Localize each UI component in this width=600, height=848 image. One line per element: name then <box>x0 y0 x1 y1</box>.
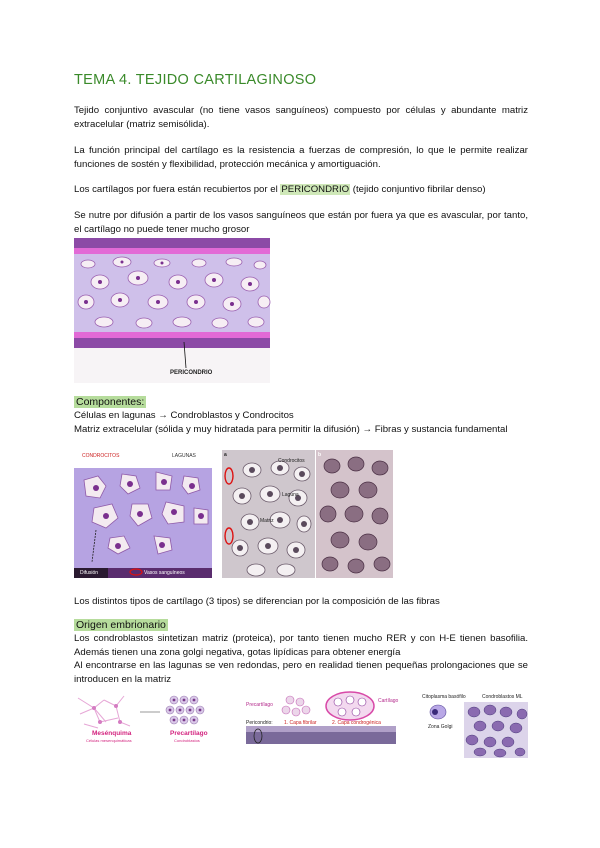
cartilago-label: Cartílago <box>378 698 399 704</box>
citoplasma-label: Citoplasma basófilo <box>422 694 466 700</box>
pericondrio-label: PERICONDRIO <box>170 370 213 376</box>
cartilage-diagram <box>74 238 270 383</box>
precartilago-sub-label: Condroblastos <box>174 738 200 743</box>
mesenquima-label: Mesénquima <box>92 730 132 737</box>
micrograph-hyaline <box>222 450 315 578</box>
micrograph-elastic <box>316 450 393 578</box>
condrocitos-label: CONDROCITOS <box>82 453 120 459</box>
paragraph-types: Los distintos tipos de cartílago (3 tipos) se diferencian por la composición de las fibras <box>74 596 440 607</box>
pericondrio-text-before: Los cartílagos por fuera están recubiertos por el <box>74 184 281 195</box>
section-componentes: Componentes: <box>76 396 145 408</box>
difusion-label: Difusión <box>80 570 99 576</box>
figure-components-micrograph <box>222 450 315 578</box>
lagunas-label: LAGUNAS <box>172 453 196 459</box>
vasos-label: Vasos sanguíneos <box>144 570 185 576</box>
precartilago2-label: Precartílago <box>246 702 273 708</box>
paragraph-definition: Tejido conjuntivo avascular (no tiene vasos sanguíneos) compuesto por células y abundante matriz extracelular (matriz semisólida). <box>74 105 528 130</box>
micrograph-a-label: a <box>224 452 227 458</box>
componentes-line-2: Matriz extracelular (sólida y muy hidratada para permitir la difusión) → Fibras y sustancia fundamental <box>74 424 508 435</box>
micrograph-laguna-label: Laguna <box>282 492 299 498</box>
paragraph-pericondrio <box>74 183 528 197</box>
figure-cartilage-pericondrio <box>74 238 270 383</box>
condroblastos-ml-label: Condroblastos ML <box>482 694 523 700</box>
pericondrio-text-after: (tejido conjuntivo fibrilar denso) <box>350 184 486 195</box>
figure-components-micrograph-b <box>316 450 393 578</box>
micrograph-condrocitos-label: Condrocitos <box>278 458 305 464</box>
figure-components-diagram <box>74 450 212 578</box>
micrograph-b-label: b <box>318 452 322 458</box>
micrograph-matriz-label: Matriz <box>260 518 274 524</box>
page-title: TEMA 4. TEJIDO CARTILAGINOSO <box>74 72 317 88</box>
origen-line-1: Los condroblastos sintetizan matriz (proteica), por tanto tienen mucho RER y con H-E tienen basofilia. Además tienen una zona golgi negativa, gotas lipídicas para obtener energía <box>74 633 528 658</box>
componentes-line-1: Células en lagunas → Condroblastos y Condrocitos <box>74 410 294 421</box>
figure-mesenquima-precartilago <box>74 692 234 744</box>
pericondrio-capas-label: Pericondrio: <box>246 720 273 726</box>
paragraph-nutrition: Se nutre por difusión a partir de los vasos sanguíneos que están por fuera ya que es avascular, por tanto, el cartílago no puede tener mucho grosor <box>74 210 528 235</box>
section-origen: Origen embrionario <box>76 619 166 631</box>
precartilago-label: Precartílago <box>170 730 208 737</box>
paragraph-function: La función principal del cartílago es la resistencia a fuerzas de compresión, lo que le permite realizar funciones de sostén y flexibilidad, protección mecánica y amortiguación. <box>74 145 528 170</box>
pericondrio-highlight: PERICONDRIO <box>281 184 350 195</box>
mesenquima-sub-label: Células mesenquimáticas <box>86 738 132 743</box>
figure-condroblastos <box>422 692 528 758</box>
capa-fibrilar-label: 1. Capa fibrilar <box>284 720 317 726</box>
cartilago-development-diagram <box>246 692 399 744</box>
figure-cartilago-development <box>246 692 399 744</box>
zona-golgi-label: Zona Golgi <box>428 724 453 730</box>
capa-condrogenica-label: 2. Capa condrogénica <box>332 720 381 726</box>
components-diagram <box>74 450 212 578</box>
origen-line-2: Al encontrarse en las lagunas se ven redondas, pero en realidad tienen pequeñas prolongaciones que se introducen en la matriz <box>74 660 528 685</box>
